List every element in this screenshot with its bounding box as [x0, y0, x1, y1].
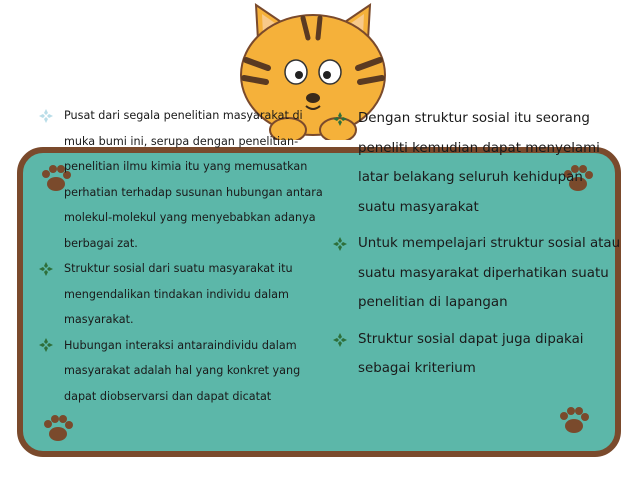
list-item: [332, 104, 622, 222]
diamond-bullet-icon: [332, 229, 352, 259]
paw-print-icon: [556, 402, 592, 438]
left-item-text: Hubungan interaksi antaraindividu dalam masyarakat adalah hal yang konkret yang dapat diobservarsi dan dapat dicatat: [64, 338, 301, 403]
diamond-bullet-icon: [38, 103, 58, 128]
right-item-text: Struktur sosial dapat juga dipakai sebagai kriterium: [358, 331, 584, 376]
left-item-text: Pusat dari segala penelitian masyarakat di muka bumi ini, serupa dengan penelitian-penelitian ilmu kimia itu yang memusatkan perhatian terhadap susunan hubungan antara molekul-molekul yang menyebabkan adanya berbagai zat.: [64, 109, 323, 250]
list-item: [38, 333, 328, 410]
right-item-text: Untuk mempelajari struktur sosial atau suatu masyarakat diperhatikan suatu penelitian di lapangan: [358, 236, 621, 310]
diamond-bullet-icon: [38, 333, 58, 358]
left-item-text: Struktur sosial dari suatu masyarakat itu mengendalikan tindakan individu dalam masyarakat.: [64, 262, 293, 326]
paw-print-icon: [40, 410, 76, 446]
diamond-bullet-icon: [38, 256, 58, 281]
list-item: [332, 229, 622, 318]
list-item: [38, 256, 328, 333]
diamond-bullet-icon: [332, 325, 352, 355]
right-item-text: Dengan struktur sosial itu seorang peneliti kemudian dapat menyelami latar belakang seluruh kehidupan suatu masyarakat: [358, 111, 600, 215]
left-column: [38, 103, 328, 409]
diamond-bullet-icon: [332, 104, 352, 134]
right-column: [332, 104, 622, 391]
list-item: [332, 325, 622, 384]
list-item: [38, 103, 328, 256]
